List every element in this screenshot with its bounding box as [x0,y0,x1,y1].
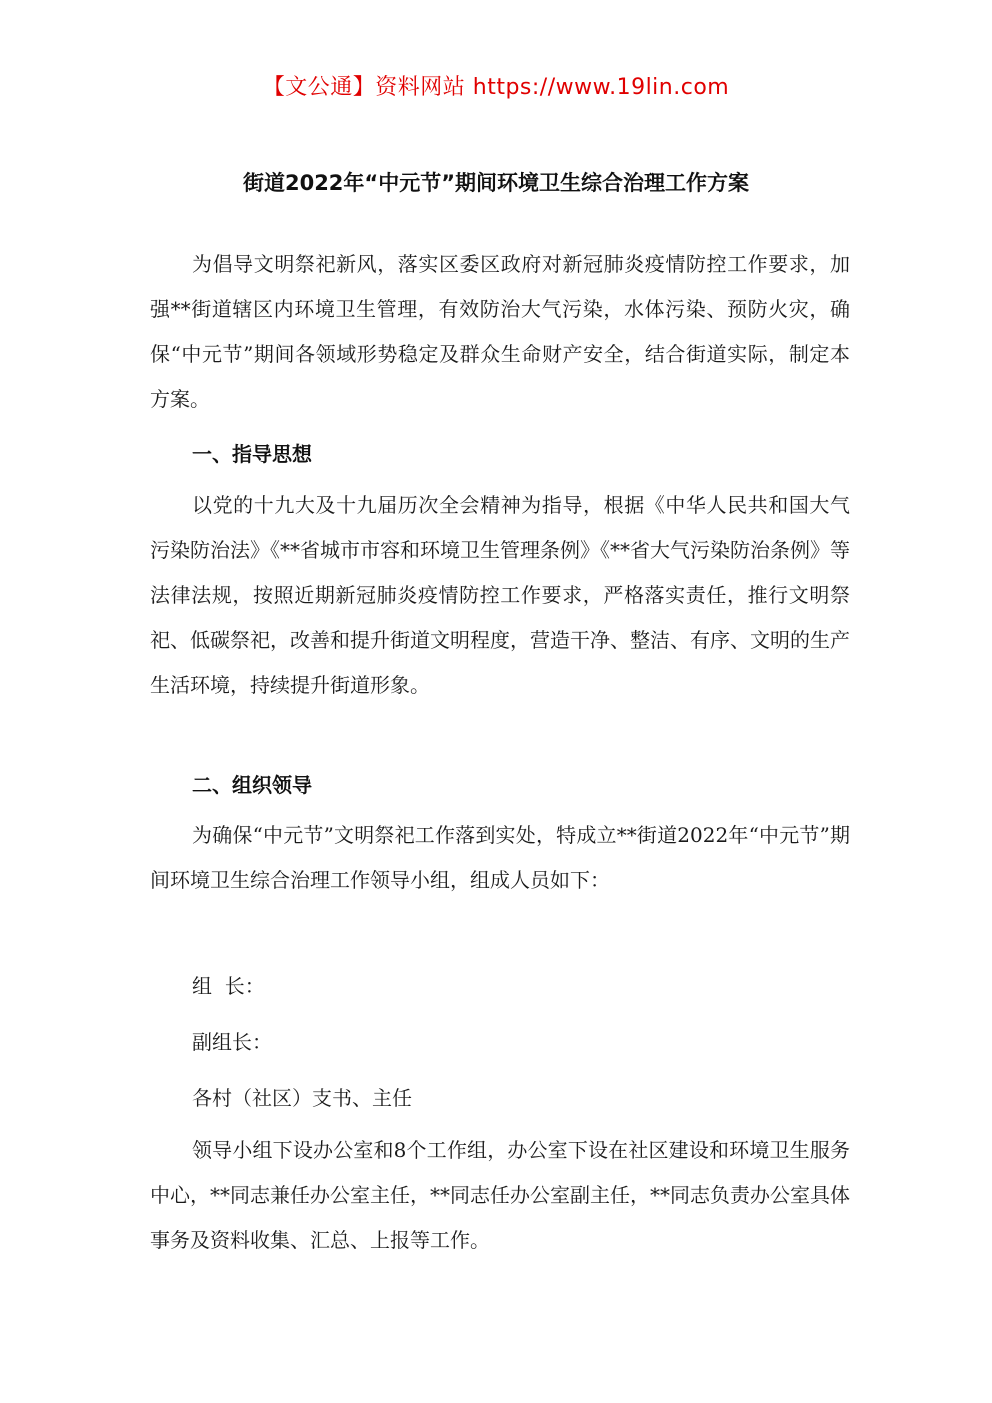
document-title: 街道2022年“中元节”期间环境卫生综合治理工作方案 [242,171,750,195]
section-1-heading: 一、指导思想 [192,442,312,466]
section-1-paragraph: 以党的十九大及十九届历次全会精神为指导，根据《中华人民共和国大气污染防治法》《**省城市市容和环境卫生管理条例》《**省大气污染防治条例》等法律法规，按照近期新冠肺炎疫情防控工作要求，严格落实责任，推行文明祭祀、低碳祭祀，改善和提升街道文明程度，营造干净、整洁、有序、文明的生产生活环境，持续提升街道形象。 [150,493,850,697]
leader-line: 组 长： [192,974,265,998]
office-paragraph: 领导小组下设办公室和8个工作组，办公室下设在社区建设和环境卫生服务中心，**同志兼任办公室主任，**同志任办公室副主任，**同志负责办公室具体事务及资料收集、汇总、上报等工作。 [150,1138,850,1252]
section-2-paragraph: 为确保“中元节”文明祭祀工作落到实处，特成立**街道2022年“中元节”期间环境卫生综合治理工作领导小组，组成人员如下： [150,823,850,892]
intro-paragraph: 为倡导文明祭祀新风，落实区委区政府对新冠肺炎疫情防控工作要求，加强**街道辖区内环境卫生管理，有效防治大气污染，水体污染、预防火灾，确保“中元节”期间各领域形势稳定及群众生命财产安全，结合街道实际，制定本方案。 [150,252,850,411]
members-line: 各村（社区）支书、主任 [192,1086,412,1110]
deputy-leader-line: 副组长： [192,1030,272,1054]
site-watermark: 【文公通】资料网站 https://www.19lin.com [262,75,730,100]
section-2-heading: 二、组织领导 [192,773,312,797]
